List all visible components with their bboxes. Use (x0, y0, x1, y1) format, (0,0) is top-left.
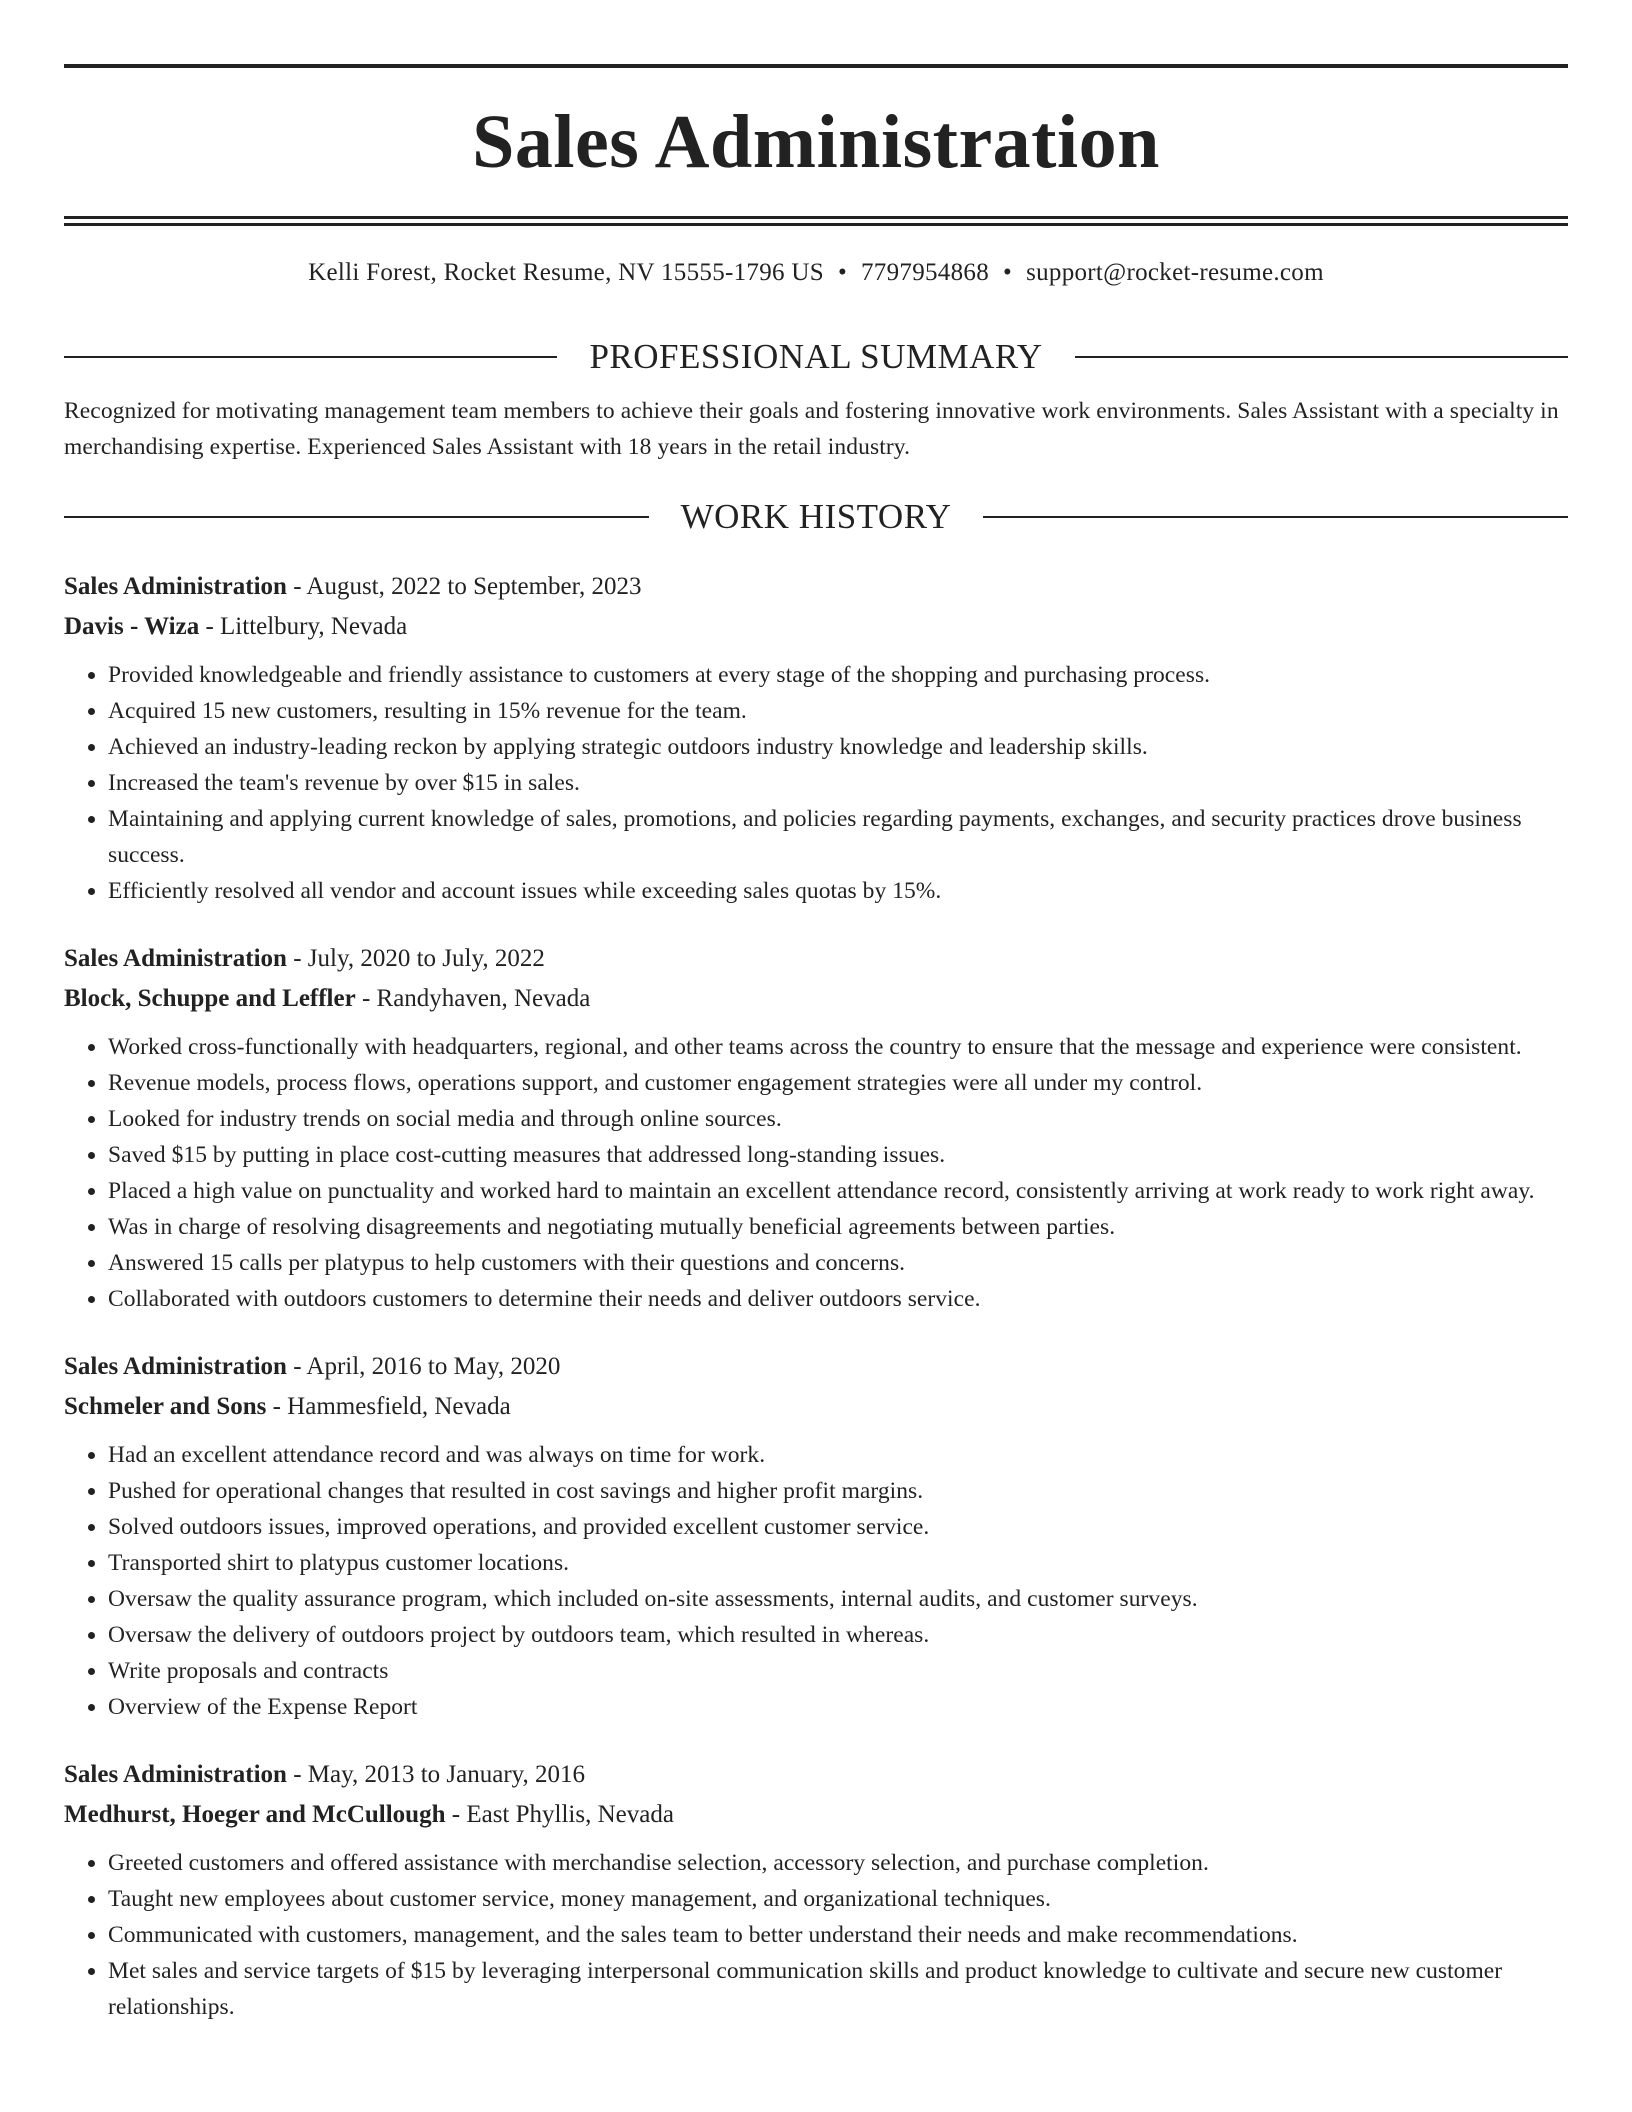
job-bullet-list (64, 1845, 1568, 2025)
job-bullet-list (64, 657, 1568, 909)
resume-title: Sales Administration (472, 100, 1160, 184)
job-company: Schmeler and Sons (64, 1393, 267, 1420)
contact-address: Kelli Forest, Rocket Resume, NV 15555-1796 US (308, 259, 824, 286)
job-bullet-list (64, 1029, 1568, 1317)
job-bullet: • Collaborated with outdoors customers to determine their needs and deliver outdoors service. (108, 1281, 1568, 1317)
job-bullet: • Acquired 15 new customers, resulting in 15% revenue for the team. (108, 693, 1568, 729)
job-bullet: • Placed a high value on punctuality and worked hard to maintain an excellent attendance record, consistently arriving at work ready to work right away. (108, 1173, 1568, 1209)
job-bullet: • Met sales and service targets of $15 by leveraging interpersonal communication skills and product knowledge to cultivate and secure new customer relationships. (108, 1953, 1568, 2025)
job-company-line (64, 1795, 1568, 1835)
job-entry (64, 1755, 1568, 2025)
job-bullet-list (64, 1437, 1568, 1725)
summary-heading (64, 335, 1568, 379)
job-title-line (64, 567, 1568, 607)
job-title: Sales Administration (64, 945, 287, 972)
job-bullet: • Oversaw the quality assurance program, which included on-site assessments, internal audits, and customer surveys. (108, 1581, 1568, 1617)
contact-separator: • (837, 259, 847, 286)
contact-line (64, 259, 1568, 295)
job-company: Davis - Wiza (64, 613, 200, 640)
job-bullet: • Provided knowledgeable and friendly assistance to customers at every stage of the shopping and purchasing process. (108, 657, 1568, 693)
job-title-line (64, 1755, 1568, 1795)
job-entry (64, 1347, 1568, 1725)
job-company-line (64, 979, 1568, 1019)
job-bullet: • Overview of the Expense Report (108, 1689, 1568, 1725)
job-bullet: • Oversaw the delivery of outdoors project by outdoors team, which resulted in whereas. (108, 1617, 1568, 1653)
work-history-heading-label: WORK HISTORY (680, 497, 952, 536)
job-dates: - July, 2020 to July, 2022 (286, 945, 545, 972)
heading-rule-right (1075, 356, 1568, 358)
job-bullet: • Maintaining and applying current knowledge of sales, promotions, and policies regarding payments, exchanges, and security practices drove business success. (108, 801, 1568, 873)
contact-phone: 7797954868 (861, 259, 989, 286)
job-bullet: • Write proposals and contracts (108, 1653, 1568, 1689)
job-bullet: • Communicated with customers, management, and the sales team to better understand their needs and make recommendations. (108, 1917, 1568, 1953)
work-history-list (64, 567, 1568, 2025)
job-entry (64, 567, 1568, 909)
job-bullet: • Solved outdoors issues, improved operations, and provided excellent customer service. (108, 1509, 1568, 1545)
contact-separator: • (1003, 259, 1013, 286)
summary-heading-label: PROFESSIONAL SUMMARY (589, 337, 1043, 376)
job-company-line (64, 1387, 1568, 1427)
heading-rule-left (64, 356, 557, 358)
job-company-line (64, 607, 1568, 647)
job-title: Sales Administration (64, 1761, 287, 1788)
job-bullet: • Achieved an industry-leading reckon by applying strategic outdoors industry knowledge and leadership skills. (108, 729, 1568, 765)
job-company: Medhurst, Hoeger and McCullough (64, 1801, 446, 1828)
job-title: Sales Administration (64, 1353, 287, 1380)
job-bullet: • Pushed for operational changes that resulted in cost savings and higher profit margins. (108, 1473, 1568, 1509)
summary-text: Recognized for motivating management team members to achieve their goals and fostering innovative work environments. Sales Assistant with a specialty in merchandising expertise. Experienced Sales Assistant with 18 years in the retail industry. (64, 398, 1559, 460)
job-bullet: • Efficiently resolved all vendor and account issues while exceeding sales quotas by 15%. (108, 873, 1568, 909)
heading-rule-right (983, 516, 1568, 518)
resume-page (64, 64, 1568, 2025)
job-bullet: • Greeted customers and offered assistance with merchandise selection, accessory selection, and purchase completion. (108, 1845, 1568, 1881)
job-location: - East Phyllis, Nevada (445, 1801, 674, 1828)
job-dates: - August, 2022 to September, 2023 (286, 573, 642, 600)
job-bullet: • Taught new employees about customer service, money management, and organizational techniques. (108, 1881, 1568, 1917)
job-bullet: • Looked for industry trends on social media and through online sources. (108, 1101, 1568, 1137)
contact-email: support@rocket-resume.com (1026, 259, 1324, 286)
job-location: - Littelbury, Nevada (199, 613, 408, 640)
job-dates: - May, 2013 to January, 2016 (286, 1761, 586, 1788)
heading-rule-left (64, 516, 649, 518)
job-title: Sales Administration (64, 573, 287, 600)
job-bullet: • Answered 15 calls per platypus to help customers with their questions and concerns. (108, 1245, 1568, 1281)
job-title-line (64, 1347, 1568, 1387)
job-company: Block, Schuppe and Leffler (64, 985, 356, 1012)
job-entry (64, 939, 1568, 1317)
job-bullet: • Had an excellent attendance record and was always on time for work. (108, 1437, 1568, 1473)
header-top-rule (64, 64, 1568, 68)
job-bullet: • Was in charge of resolving disagreements and negotiating mutually beneficial agreements between parties. (108, 1209, 1568, 1245)
job-bullet: • Saved $15 by putting in place cost-cutting measures that addressed long-standing issues. (108, 1137, 1568, 1173)
job-bullet: • Transported shirt to platypus customer locations. (108, 1545, 1568, 1581)
job-bullet: • Worked cross-functionally with headquarters, regional, and other teams across the country to ensure that the message and experience were consistent. (108, 1029, 1568, 1065)
job-dates: - April, 2016 to May, 2020 (286, 1353, 561, 1380)
header-double-rule (64, 216, 1568, 226)
job-location: - Randyhaven, Nevada (355, 985, 591, 1012)
job-bullet: • Revenue models, process flows, operations support, and customer engagement strategies were all under my control. (108, 1065, 1568, 1101)
job-title-line (64, 939, 1568, 979)
job-location: - Hammesfield, Nevada (266, 1393, 511, 1420)
work-history-heading (64, 495, 1568, 539)
job-bullet: • Increased the team's revenue by over $15 in sales. (108, 765, 1568, 801)
